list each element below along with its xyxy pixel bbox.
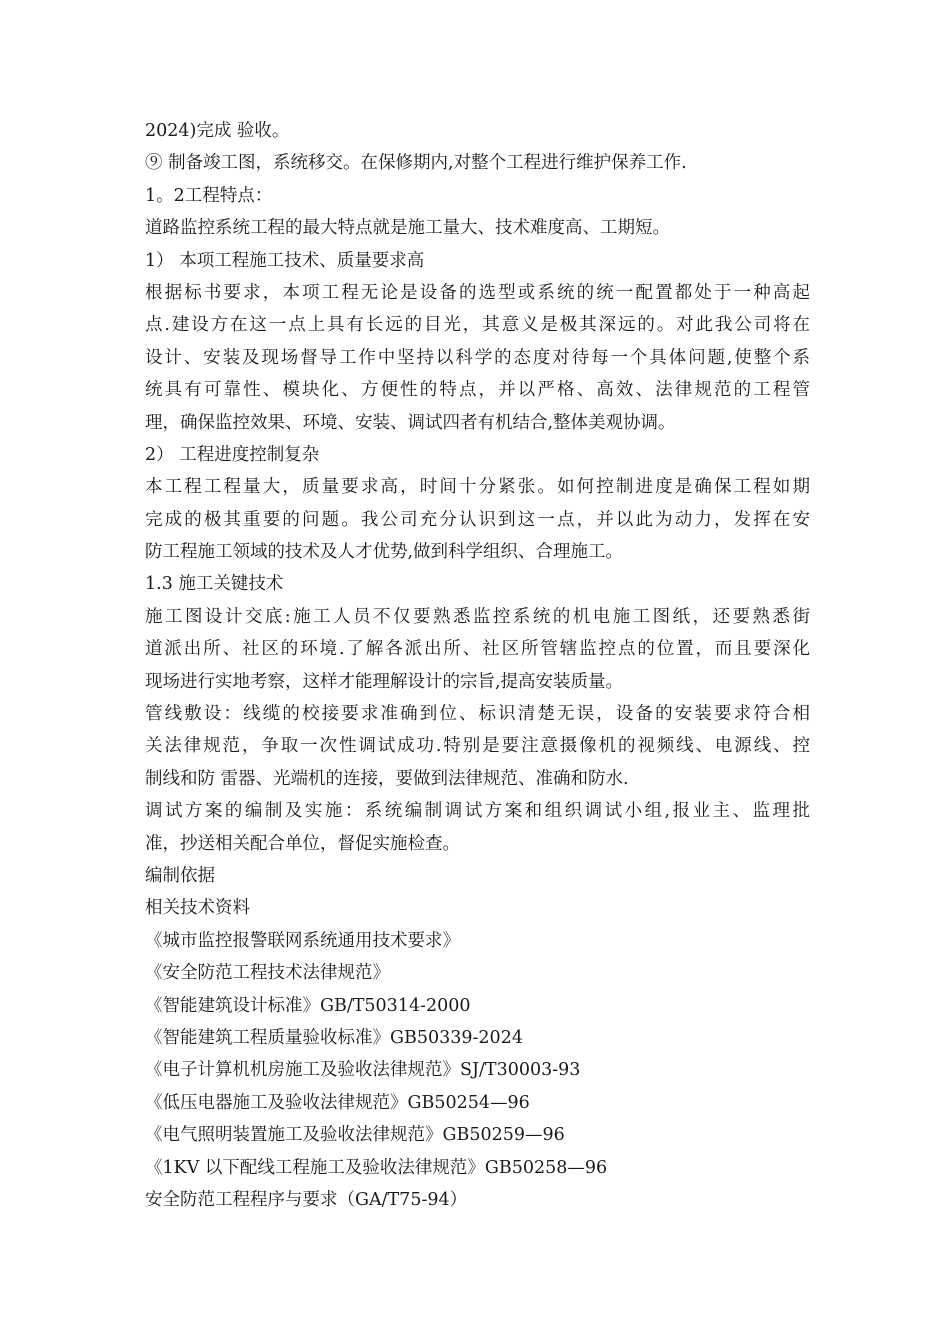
text-line: ⑨ 制备竣工图，系统移交。在保修期内,对整个工程进行维护保养工作. xyxy=(145,153,687,174)
text-line: 设计、安装及现场督导工作中坚持以科学的态度对待每一个具体问题,使整个系 xyxy=(145,347,810,368)
text-line: 施工图设计交底:施工人员不仅要熟悉监控系统的机电施工图纸，还要熟悉街 xyxy=(145,606,810,627)
text-line: 本工程工程量大，质量要求高，时间十分紧张。如何控制进度是确保工程如期 xyxy=(145,477,810,498)
text-line: 制线和防 雷器、光端机的连接，要做到法律规范、准确和防水. xyxy=(145,768,629,789)
text-line: 现场进行实地考察，这样才能理解设计的宗旨,提高安装质量。 xyxy=(145,671,624,692)
reference-item: 《安全防范工程技术法律规范》 xyxy=(145,963,390,984)
section-heading: 编制依据 xyxy=(145,865,215,886)
text-line: 道路监控系统工程的最大特点就是施工量大、技术难度高、工期短。 xyxy=(145,218,670,239)
text-line: 道派出所、社区的环境.了解各派出所、社区所管辖监控点的位置，而且要深化 xyxy=(145,639,810,660)
text-line: 关法律规范，争取一次性调试成功.特别是要注意摄像机的视频线、电源线、控 xyxy=(145,736,810,757)
document-body xyxy=(145,115,810,1216)
text-line: 准，抄送相关配合单位，督促实施检查。 xyxy=(145,833,460,854)
reference-item: 《电气照明装置施工及验收法律规范》GB50259—96 xyxy=(145,1125,565,1146)
reference-item: 《电子计算机机房施工及验收法律规范》SJ/T30003-93 xyxy=(145,1060,581,1081)
text-line: 完成的极其重要的问题。我公司充分认识到这一点，并以此为动力，发挥在安 xyxy=(145,509,810,530)
text-line: 相关技术资料 xyxy=(145,898,250,919)
text-line: 统具有可靠性、模块化、方便性的特点，并以严格、高效、法律规范的工程管 xyxy=(145,380,810,401)
text-line: 根据标书要求，本项工程无论是设备的选型或系统的统一配置都处于一种高起 xyxy=(145,282,810,303)
section-heading: 1.3 施工关键技术 xyxy=(145,574,284,595)
reference-item: 《智能建筑设计标准》GB/T50314-2000 xyxy=(145,995,471,1016)
reference-item: 《智能建筑工程质量验收标准》GB50339-2024 xyxy=(145,1027,523,1048)
section-heading: 1。2工程特点： xyxy=(145,185,273,206)
text-line: 调试方案的编制及实施：系统编制调试方案和组织调试小组,报业主、监理批 xyxy=(145,801,810,822)
text-line: 防工程施工领域的技术及人才优势,做到科学组织、合理施工。 xyxy=(145,542,624,563)
text-line: 点.建设方在这一点上具有长远的目光，其意义是极其深远的。对此我公司将在 xyxy=(145,315,810,336)
subsection-heading: 2） 工程进度控制复杂 xyxy=(145,444,320,465)
subsection-heading: 1） 本项工程施工技术、质量要求高 xyxy=(145,250,425,271)
reference-item: 《城市监控报警联网系统通用技术要求》 xyxy=(145,930,460,951)
reference-item: 《低压电器施工及验收法律规范》GB50254—96 xyxy=(145,1092,530,1113)
reference-item: 安全防范工程程序与要求（GA/T75-94） xyxy=(145,1189,468,1210)
text-line: 管线敷设：线缆的校接要求准确到位、标识清楚无误，设备的安装要求符合相 xyxy=(145,704,810,725)
text-line: 理，确保监控效果、环境、安装、调试四者有机结合,整体美观协调。 xyxy=(145,412,676,433)
text-line: 2024)完成 验收。 xyxy=(145,121,290,141)
reference-item: 《1KV 以下配线工程施工及验收法律规范》GB50258—96 xyxy=(145,1157,608,1178)
